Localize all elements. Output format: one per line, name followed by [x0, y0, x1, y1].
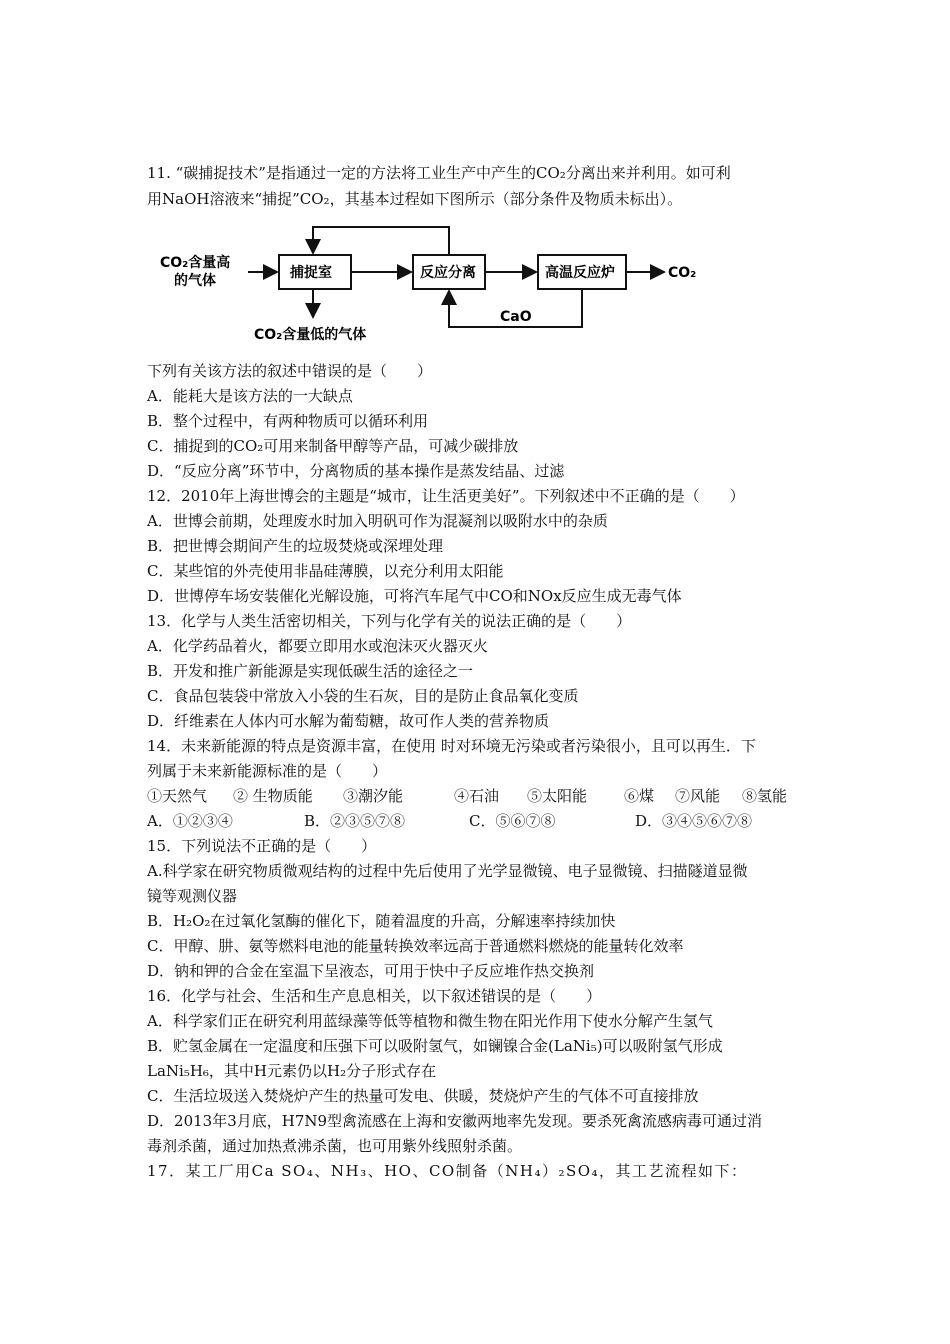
q12-option-d: D．世博停车场安装催化光解设施，可将汽车尾气中CO和NOx反应生成无毒气体: [147, 587, 682, 605]
q14-stem-line1: 14．未来新能源的特点是资源丰富，在使用 时对环境无污染或者污染很小，且可以再生．下: [147, 737, 756, 755]
q14-item-5: ⑤太阳能: [527, 787, 588, 805]
q15-stem: 15．下列说法不正确的是（ ）: [147, 837, 377, 855]
q11-stem-line1: 11. “碳捕捉技术”是指通过一定的方法将工业生产中产生的CO₂分离出来并利用。如可利: [147, 164, 731, 182]
q11-option-d: D．“反应分离”环节中，分离物质的基本操作是蒸发结晶、过滤: [147, 462, 565, 480]
q16-option-b-line2: LaNi₅H₆，其中H元素仍以H₂分子形式存在: [147, 1062, 437, 1080]
q15-option-a-line1: A.科学家在研究物质微观结构的过程中先后使用了光学显微镜、电子显微镜、扫描隧道显微: [147, 862, 748, 880]
q16-option-b-line1: B．贮氢金属在一定温度和压强下可以吸附氢气，如镧镍合金(LaNi₅)可以吸附氢气形成: [147, 1037, 723, 1055]
q13-option-c: C．食品包装袋中常放入小袋的生石灰，目的是防止食品氧化变质: [147, 687, 579, 705]
q11-stem-line2: 用NaOH溶液来“捕捉”CO₂，其基本过程如下图所示（部分条件及物质未标出）。: [147, 190, 683, 208]
q17-stem: 17．某工厂用Ca SO₄、NH₃、HO、CO制备（NH₄）₂SO₄，其工艺流程如下：: [147, 1162, 748, 1180]
furnace-label: 高温反应炉: [545, 265, 615, 281]
q15-option-a-line2: 镜等观测仪器: [147, 887, 238, 905]
q11-option-c: C．捕捉到的CO₂可用来制备甲醇等产品，可减少碳排放: [147, 437, 519, 455]
q13-option-d: D．纤维素在人体内可水解为葡萄糖，故可作人类的营养物质: [147, 712, 550, 730]
q13-option-a: A．化学药品着火，都要立即用水或泡沫灭火器灭火: [147, 637, 488, 655]
q14-stem-line2: 列属于未来新能源标准的是（ ）: [147, 762, 388, 780]
q14-item-6: ⑥煤: [624, 787, 655, 805]
q15-option-c: C．甲醇、肼、氨等燃料电池的能量转换效率远高于普通燃料燃烧的能量转化效率: [147, 937, 684, 955]
feedback-loop-top: [313, 227, 449, 255]
q14-item-4: ④石油: [454, 787, 500, 805]
diagram-input-label-2: 的气体: [174, 273, 216, 289]
q11-option-b: B．整个过程中，有两种物质可以循环利用: [147, 412, 429, 430]
output-co2-label: CO₂: [668, 265, 697, 281]
q13-stem: 13．化学与人类生活密切相关，下列与化学有关的说法正确的是（ ）: [147, 612, 632, 630]
q15-option-d: D．钠和钾的合金在室温下呈液态，可用于快中子反应堆作热交换剂: [147, 962, 595, 980]
q14-item-1: ①天然气: [147, 787, 208, 805]
q16-option-d-line1: D．2013年3月底，H7N9型禽流感在上海和安徽两地率先发现。要杀死禽流感病毒可通过消: [147, 1112, 763, 1130]
q16-stem: 16．化学与社会、生活和生产息息相关，以下叙述错误的是（ ）: [147, 987, 602, 1005]
co2-capture-flow-diagram: [150, 225, 710, 350]
q14-item-2: ② 生物质能: [233, 787, 313, 805]
q14-item-7: ⑦风能: [675, 787, 721, 805]
low-co2-label: CO₂含量低的气体: [254, 327, 367, 343]
reaction-separation-label: 反应分离: [420, 265, 476, 281]
q12-option-c: C．某些馆的外壳使用非晶硅薄膜，以充分利用太阳能: [147, 562, 504, 580]
q13-option-b: B．开发和推广新能源是实现低碳生活的途径之一: [147, 662, 474, 680]
q14-choice-a: A．①②③④: [147, 812, 233, 830]
q14-choice-c: C．⑤⑥⑦⑧: [469, 812, 556, 830]
q16-option-c: C．生活垃圾送入焚烧炉产生的热量可发电、供暖，焚烧炉产生的气体不可直接排放: [147, 1087, 699, 1105]
q12-option-a: A．世博会前期，处理废水时加入明矾可作为混凝剂以吸附水中的杂质: [147, 512, 608, 530]
diagram-input-label-1: CO₂含量高: [160, 255, 231, 271]
q11-option-a: A．能耗大是该方法的一大缺点: [147, 387, 353, 405]
q12-stem: 12．2010年上海世博会的主题是“城市，让生活更美好”。下列叙述中不正确的是（ ）: [147, 487, 745, 505]
q16-option-a: A．科学家们正在研究利用蓝绿藻等低等植物和微生物在阳光作用下使水分解产生氢气: [147, 1012, 713, 1030]
q14-item-8: ⑧氢能: [742, 787, 788, 805]
q15-option-b: B．H₂O₂在过氧化氢酶的催化下，随着温度的升高，分解速率持续加快: [147, 912, 616, 930]
cao-label: CaO: [500, 309, 532, 325]
q14-item-3: ③潮汐能: [343, 787, 404, 805]
q16-option-d-line2: 毒剂杀菌，通过加热煮沸杀菌，也可用紫外线照射杀菌。: [147, 1137, 523, 1155]
q12-option-b: B．把世博会期间产生的垃圾焚烧或深埋处理: [147, 537, 444, 555]
q11-question: 下列有关该方法的叙述中错误的是（ ）: [147, 362, 433, 380]
q14-choice-b: B．②③⑤⑦⑧: [304, 812, 406, 830]
capture-chamber-label: 捕捉室: [290, 265, 332, 281]
q14-choice-d: D．③④⑤⑥⑦⑧: [635, 812, 753, 830]
